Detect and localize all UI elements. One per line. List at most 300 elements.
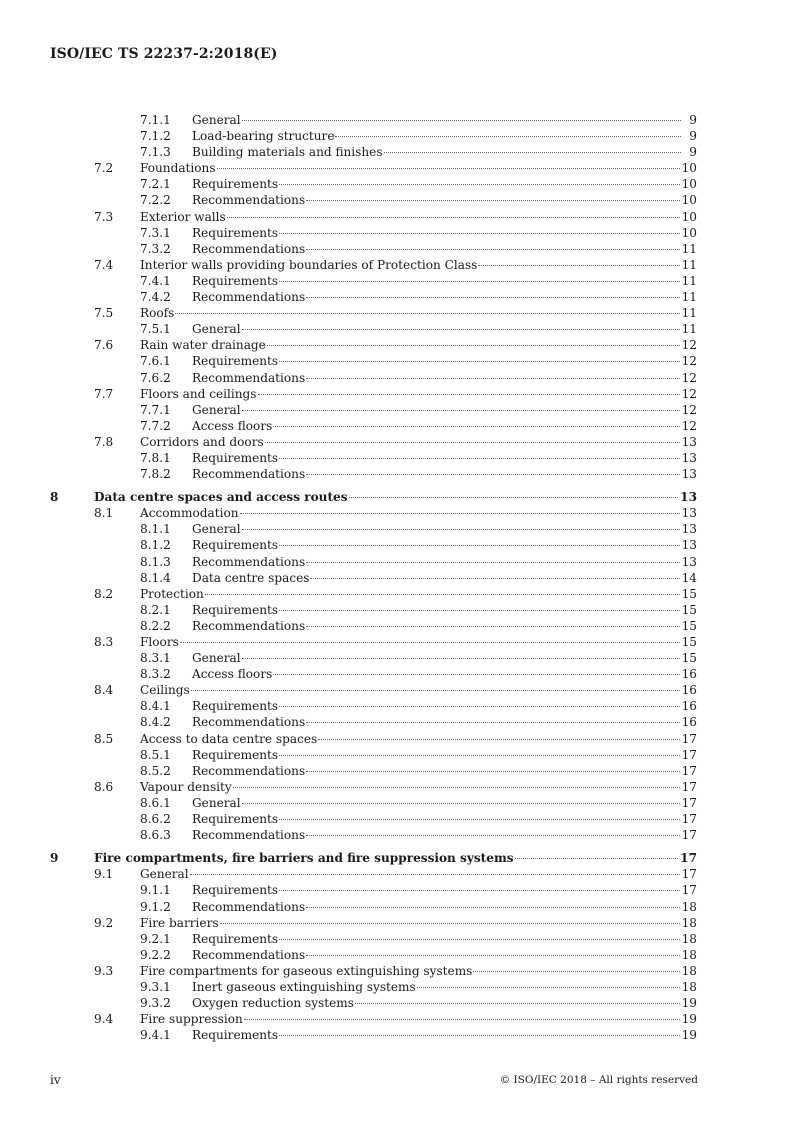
toc-entry-title: Fire compartments for gaseous extinguishing systems [140,963,473,978]
toc-entry-title: Requirements [192,1028,279,1043]
dot-leader [306,626,679,627]
toc-entry-number: 8.1.4 [140,570,171,585]
toc-entry-title: Ceilings [140,683,190,698]
toc-entry-line [192,537,697,553]
toc-entry-number: 7.2.2 [140,193,171,208]
toc-entry-title: Recommendations [192,370,306,385]
toc-entry[interactable] [0,128,793,144]
toc-entry-title: Recommendations [192,467,306,482]
toc-entry-page: 18 [681,915,697,930]
dot-leader [220,923,680,924]
toc-entry-line [192,241,697,257]
toc-entry-page: 18 [681,979,697,994]
toc-entry-number: 7.2 [94,161,114,176]
toc-entry-title: General [192,651,241,666]
toc-entry-title: General [192,795,241,810]
toc-entry[interactable] [0,714,793,730]
toc-entry-number: 7.6.1 [140,354,171,369]
dot-leader [205,594,680,595]
toc-entry-page: 13 [681,538,697,553]
dot-leader [473,971,679,972]
toc-entry-line [192,882,697,898]
toc-entry-number: 7.1.1 [140,113,171,127]
toc-entry-page: 14 [681,570,697,585]
toc-entry-number: 9.3.1 [140,979,171,994]
document-id-header: ISO/IEC TS 22237-2:2018(E) [50,46,278,62]
toc-entry[interactable] [0,1027,793,1043]
toc-entry-line [192,554,697,570]
toc-entry-line [192,602,697,618]
toc-entry-page: 18 [681,899,697,914]
toc-entry-title: Recommendations [192,241,306,256]
toc-entry-number: 8.5.2 [140,763,171,778]
toc-entry-line [140,634,697,650]
toc-entry[interactable] [0,779,793,795]
toc-entry-number: 8.2.2 [140,618,171,633]
toc-entry-page: 17 [681,763,697,778]
dot-leader [279,281,680,282]
toc-entry-line [192,112,697,128]
toc-entry-title: Requirements [192,602,279,617]
toc-entry-page: 11 [681,241,697,256]
toc-entry-page: 15 [681,635,697,649]
dot-leader [279,1035,680,1036]
toc-entry-title: General [192,113,241,127]
toc-entry-line [192,353,697,369]
toc-entry-number: 7.2.1 [140,177,171,192]
toc-entry-number: 8 [50,490,59,505]
dot-leader [306,249,679,250]
toc-entry-line [192,666,697,682]
dot-leader [267,345,680,346]
toc-entry-number: 9.3.2 [140,996,171,1011]
toc-entry[interactable] [0,418,793,434]
toc-entry[interactable] [0,337,793,353]
toc-entry[interactable] [0,882,793,898]
toc-entry-page: 15 [681,586,697,601]
toc-entry-page: 17 [681,747,697,762]
toc-entry-line [192,650,697,666]
dot-leader [306,771,679,772]
dot-leader [180,642,680,643]
dot-leader [242,120,681,121]
toc-entry[interactable] [0,979,793,995]
table-of-contents [0,112,793,1043]
toc-entry-number: 7.1.2 [140,129,171,144]
toc-entry[interactable] [0,160,793,176]
toc-entry-page: 12 [681,418,697,433]
toc-entry-number: 9.1 [94,867,114,882]
dot-leader [306,835,679,836]
toc-entry[interactable] [0,321,793,337]
toc-entry[interactable] [0,289,793,305]
toc-entry[interactable] [0,866,793,882]
toc-entry-page: 16 [681,715,697,730]
toc-entry-number: 7.8.2 [140,467,171,482]
toc-entry[interactable] [0,731,793,747]
toc-entry-line [192,289,697,305]
toc-entry-number: 7.7.2 [140,418,171,433]
toc-entry-line [192,418,697,434]
dot-leader [244,1019,680,1020]
toc-entry-title: Recommendations [192,715,306,730]
toc-entry-page: 11 [681,257,697,272]
toc-entry-title: Fire compartments, fire barriers and fire suppression systems [94,851,514,866]
toc-entry-number: 9.3 [94,963,114,978]
toc-entry-number: 7.4 [94,257,114,272]
toc-entry-page: 13 [680,490,697,505]
toc-entry-page: 17 [681,812,697,827]
toc-entry[interactable] [0,811,793,827]
toc-entry-title: Rain water drainage [140,338,266,353]
dot-leader [335,136,681,137]
toc-entry-page: 19 [681,1028,697,1043]
toc-entry-number: 7.3.1 [140,225,171,240]
toc-entry-title: Access floors [192,667,273,682]
toc-entry-line [192,947,697,963]
toc-entry-page: 18 [681,947,697,962]
toc-entry-line [192,811,697,827]
toc-entry-line [94,489,697,505]
toc-entry-line [140,257,697,273]
toc-entry-number: 7.1.3 [140,145,171,160]
toc-entry[interactable] [0,634,793,650]
toc-entry[interactable] [0,273,793,289]
dot-leader [306,907,679,908]
toc-entry-title: Recommendations [192,618,306,633]
toc-entry-title: Accommodation [140,506,239,521]
toc-entry[interactable] [0,763,793,779]
toc-entry-page: 17 [681,795,697,810]
toc-entry[interactable] [0,434,793,450]
toc-entry[interactable] [0,795,793,811]
toc-entry-number: 8.1.1 [140,522,171,537]
toc-entry[interactable] [0,850,793,866]
page-number: iv [50,1073,61,1087]
toc-entry-title: Requirements [192,225,279,240]
toc-entry[interactable] [0,554,793,570]
toc-entry-title: General [192,522,241,537]
toc-entry-line [140,731,697,747]
toc-entry-line [192,176,697,192]
dot-leader [279,755,680,756]
toc-entry-title: Data centre spaces [192,570,310,585]
toc-entry-title: Requirements [192,747,279,762]
toc-entry-page: 17 [681,828,697,843]
dot-leader [279,458,680,459]
toc-entry-title: Requirements [192,538,279,553]
toc-entry[interactable] [0,915,793,931]
toc-entry-page: 16 [681,683,697,698]
toc-entry[interactable] [0,386,793,402]
toc-entry[interactable] [0,450,793,466]
toc-entry[interactable] [0,466,793,482]
toc-entry-title: Recommendations [192,899,306,914]
toc-entry-title: Requirements [192,931,279,946]
toc-entry[interactable] [0,963,793,979]
dot-leader [318,739,679,740]
toc-entry-number: 7.5 [94,306,114,321]
toc-entry-line [192,618,697,634]
toc-entry-line [140,915,697,931]
toc-entry-page: 13 [681,467,697,482]
toc-entry-line [192,698,697,714]
toc-entry-line [192,450,697,466]
dot-leader [279,939,680,940]
toc-entry-page: 12 [681,354,697,369]
toc-entry-number: 7.4.1 [140,273,171,288]
toc-entry-title: Recommendations [192,947,306,962]
dot-leader [355,1003,680,1004]
dot-leader [265,442,680,443]
toc-entry-title: Requirements [192,354,279,369]
toc-entry-title: Recommendations [192,763,306,778]
toc-entry-title: Access floors [192,418,273,433]
toc-entry[interactable] [0,537,793,553]
toc-entry-line [192,321,697,337]
dot-leader [306,722,679,723]
toc-entry[interactable] [0,144,793,160]
toc-entry-line [192,747,697,763]
toc-entry-number: 9.2 [94,915,114,930]
toc-entry-number: 9.4 [94,1012,114,1027]
toc-entry[interactable] [0,353,793,369]
toc-entry[interactable] [0,995,793,1011]
toc-entry-line [192,931,697,947]
toc-entry-line [192,795,697,811]
toc-entry-title: Oxygen reduction systems [192,996,354,1011]
toc-entry[interactable] [0,899,793,915]
toc-entry-line [94,850,697,866]
toc-entry-page: 17 [681,883,697,898]
dot-leader [279,545,680,546]
toc-entry-number: 8.2 [94,586,114,601]
dot-leader [279,890,680,891]
toc-entry-page: 19 [681,996,697,1011]
toc-entry[interactable] [0,586,793,602]
toc-entry-number: 8.4.2 [140,715,171,730]
toc-entry-title: General [192,322,241,337]
toc-entry-number: 8.5.1 [140,747,171,762]
toc-entry-page: 10 [681,209,697,224]
toc-entry-title: Exterior walls [140,209,226,224]
dot-leader [306,955,679,956]
toc-entry-page: 11 [681,273,697,288]
dot-leader [306,297,679,298]
toc-entry-title: Floors [140,635,179,649]
toc-entry[interactable] [0,931,793,947]
toc-entry-page: 12 [681,386,697,401]
toc-entry[interactable] [0,505,793,521]
toc-entry-line [192,144,697,160]
toc-entry-page: 10 [681,161,697,176]
toc-entry-line [192,370,697,386]
toc-entry[interactable] [0,402,793,418]
toc-entry[interactable] [0,225,793,241]
dot-leader [273,426,679,427]
toc-entry-page: 10 [681,177,697,192]
toc-entry-line [140,586,697,602]
toc-entry[interactable] [0,698,793,714]
toc-entry[interactable] [0,370,793,386]
toc-entry-line [140,779,697,795]
toc-entry[interactable] [0,192,793,208]
toc-entry[interactable] [0,521,793,537]
toc-entry-page: 17 [681,779,697,794]
toc-entry[interactable] [0,682,793,698]
toc-entry-page: 13 [681,434,697,449]
toc-entry-title: General [192,402,241,417]
toc-entry[interactable] [0,305,793,321]
toc-entry-line [192,128,697,144]
toc-entry[interactable] [0,489,793,505]
dot-leader [279,233,680,234]
toc-entry[interactable] [0,112,793,128]
toc-entry-page: 17 [681,731,697,746]
toc-entry-number: 7.7 [94,386,114,401]
toc-entry-number: 7.7.1 [140,402,171,417]
toc-entry[interactable] [0,618,793,634]
toc-entry-number: 8.1.3 [140,554,171,569]
toc-entry-title: Requirements [192,177,279,192]
dot-leader [478,265,679,266]
toc-entry[interactable] [0,666,793,682]
toc-entry-number: 8.3.2 [140,667,171,682]
toc-entry-title: Foundations [140,161,216,176]
dot-leader [233,787,680,788]
toc-entry-line [192,1027,697,1043]
toc-entry-page: 10 [681,225,697,240]
dot-leader [217,168,680,169]
toc-entry-line [192,714,697,730]
toc-entry-line [140,386,697,402]
toc-entry-title: Requirements [192,450,279,465]
toc-entry-title: Recommendations [192,290,306,305]
toc-entry-line [192,763,697,779]
toc-entry-title: Fire barriers [140,915,219,930]
dot-leader [175,313,679,314]
toc-entry-page: 13 [681,522,697,537]
dot-leader [258,394,680,395]
toc-entry-page: 12 [681,338,697,353]
toc-entry-number: 8.6.1 [140,795,171,810]
toc-entry-page: 15 [681,651,697,666]
dot-leader [191,690,680,691]
toc-entry-page: 18 [681,963,697,978]
toc-entry-title: Recommendations [192,193,306,208]
toc-entry-page: 15 [681,618,697,633]
toc-entry-line [192,521,697,537]
dot-leader [306,200,679,201]
toc-entry-number: 8.6 [94,779,114,794]
toc-entry-title: Building materials and finishes [192,145,383,160]
toc-entry-number: 8.1.2 [140,538,171,553]
toc-entry-line [140,160,697,176]
toc-entry[interactable] [0,257,793,273]
toc-entry-line [192,979,697,995]
toc-entry-title: Recommendations [192,554,306,569]
toc-entry-page: 13 [681,450,697,465]
toc-entry-title: Floors and ceilings [140,386,257,401]
toc-entry-title: Protection [140,586,204,601]
toc-entry-page: 11 [681,306,697,321]
toc-entry-line [140,209,697,225]
toc-entry-page: 13 [681,506,697,521]
toc-entry-number: 8.4.1 [140,699,171,714]
toc-entry-title: Recommendations [192,828,306,843]
toc-entry-page: 12 [681,402,697,417]
toc-entry-number: 8.2.1 [140,602,171,617]
toc-entry-page: 11 [681,322,697,337]
toc-entry-line [140,682,697,698]
toc-entry-number: 9.1.1 [140,883,171,898]
toc-entry-number: 7.6 [94,338,114,353]
toc-entry-title: Vapour density [140,779,232,794]
toc-entry-number: 9 [50,851,59,866]
dot-leader [242,410,680,411]
toc-entry-page: 16 [681,667,697,682]
toc-entry-line [140,337,697,353]
dot-leader [242,803,680,804]
toc-entry-number: 8.3 [94,635,114,649]
toc-entry[interactable] [0,570,793,586]
toc-entry-number: 7.5.1 [140,322,171,337]
toc-entry[interactable] [0,827,793,843]
toc-entry[interactable] [0,241,793,257]
dot-leader [306,378,679,379]
dot-leader [417,987,680,988]
dot-leader [279,610,680,611]
toc-entry-number: 8.3.1 [140,651,171,666]
dot-leader [190,874,680,875]
toc-entry-title: Load-bearing structure [192,129,335,144]
toc-entry[interactable] [0,1011,793,1027]
toc-entry[interactable] [0,176,793,192]
toc-entry-number: 8.4 [94,683,114,698]
toc-entry-line [192,192,697,208]
toc-entry[interactable] [0,602,793,618]
toc-entry-title: General [140,867,189,882]
dot-leader [240,513,680,514]
dot-leader [349,497,679,498]
toc-entry-number: 7.3 [94,209,114,224]
dot-leader [227,217,680,218]
toc-entry-line [140,434,697,450]
toc-entry[interactable] [0,209,793,225]
toc-entry-title: Requirements [192,883,279,898]
toc-entry-line [192,273,697,289]
toc-entry-page: 16 [681,699,697,714]
toc-entry-page: 9 [689,145,697,160]
toc-entry-title: Roofs [140,306,175,321]
toc-entry-line [192,995,697,1011]
toc-entry[interactable] [0,747,793,763]
toc-entry-line [192,899,697,915]
toc-entry-page: 12 [681,370,697,385]
toc-entry-number: 7.6.2 [140,370,171,385]
toc-entry-number: 7.3.2 [140,241,171,256]
toc-entry-page: 17 [681,867,697,882]
dot-leader [310,578,679,579]
toc-entry[interactable] [0,947,793,963]
toc-entry-title: Data centre spaces and access routes [94,490,348,505]
toc-entry-line [140,505,697,521]
toc-entry-page: 9 [689,113,697,127]
toc-entry-line [192,466,697,482]
toc-entry[interactable] [0,650,793,666]
toc-entry-page: 11 [681,290,697,305]
toc-entry-page: 13 [681,554,697,569]
